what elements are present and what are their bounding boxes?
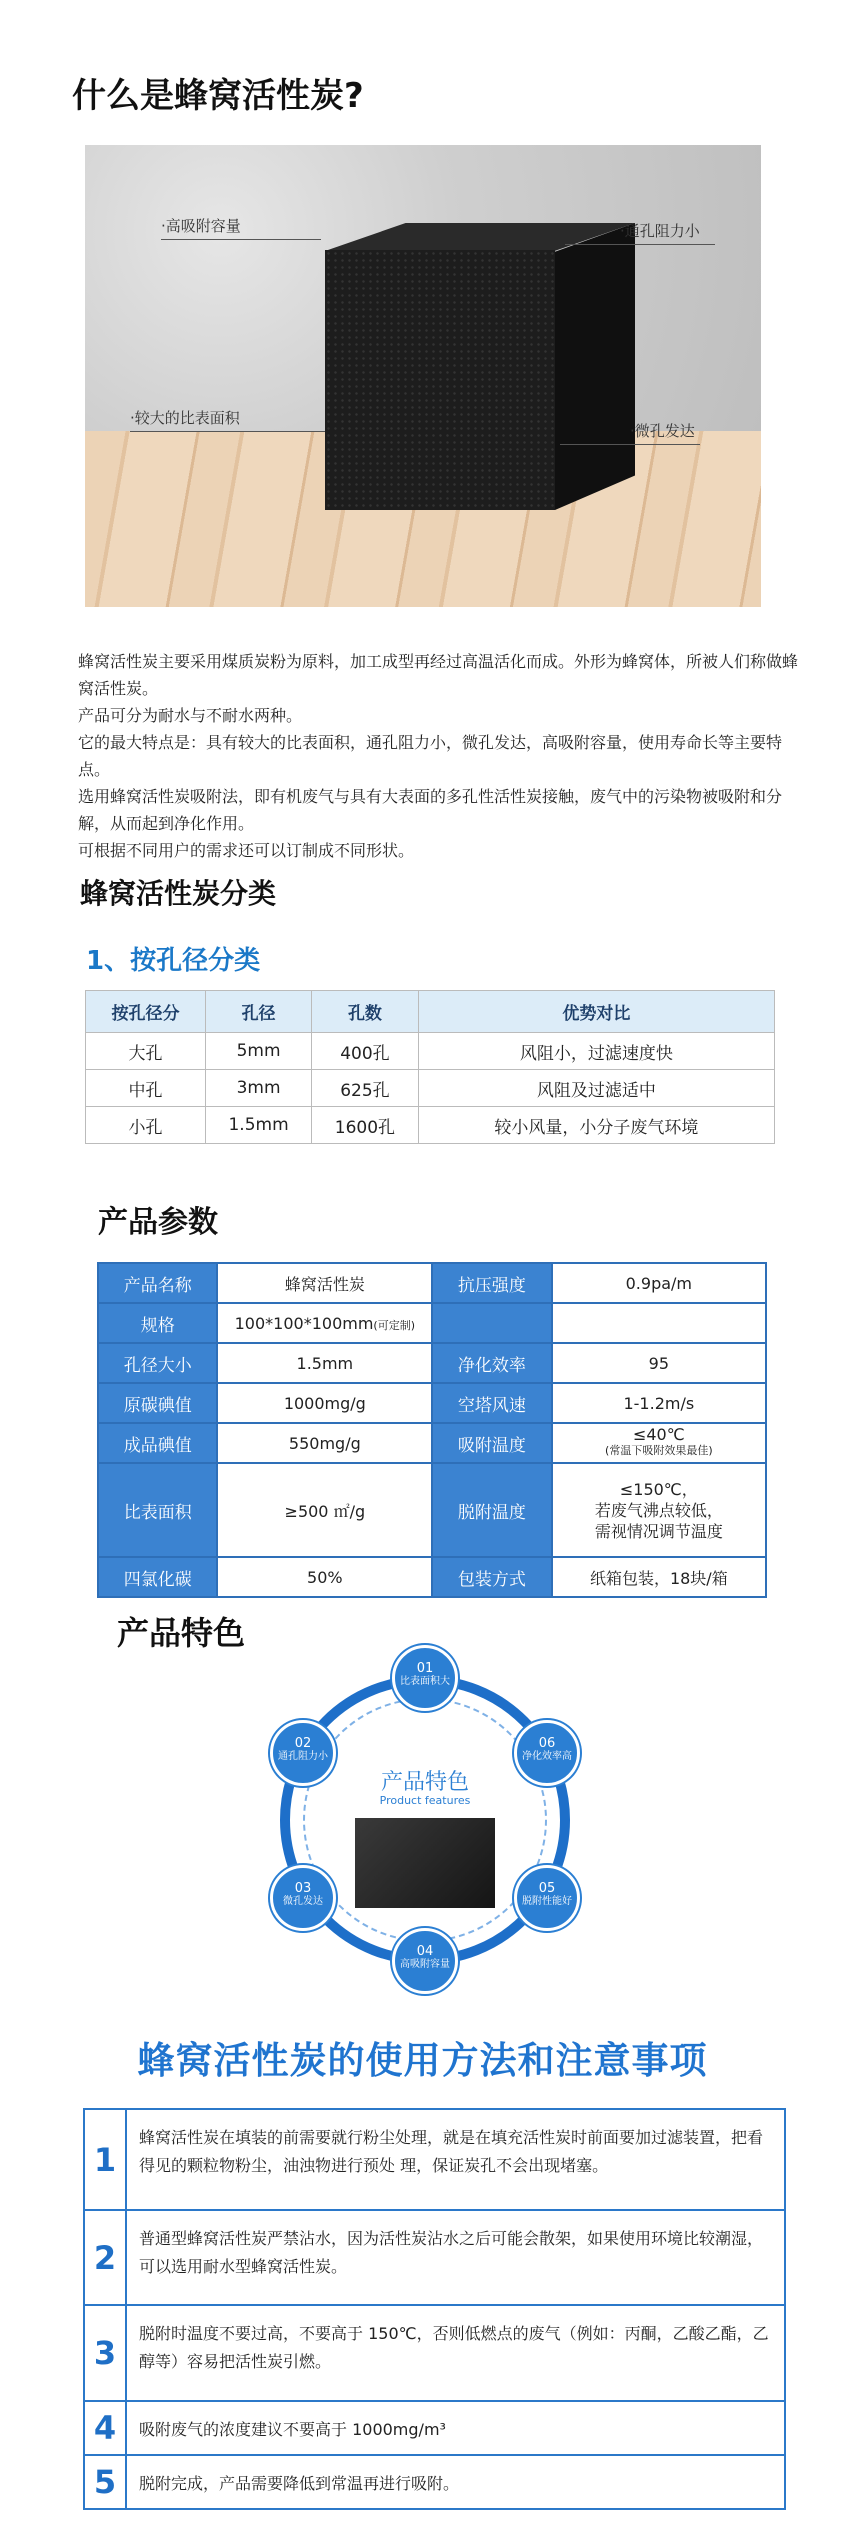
params-title: 产品参数 <box>98 1205 218 1240</box>
center-subtitle: Product features <box>379 1794 471 1807</box>
param-value: 蜂窝活性炭 <box>217 1263 432 1303</box>
table-row <box>86 1033 775 1070</box>
note-item <box>83 2400 786 2456</box>
param-key: 空塔风速 <box>432 1383 551 1423</box>
note-text: 吸附废气的浓度建议不要高于 1000mg/m³ <box>139 2420 446 2439</box>
table-header: 孔径 <box>205 991 311 1033</box>
intro-paragraph: 可根据不同用户的需求还可以订制成不同形状。 <box>78 841 415 860</box>
table-header: 孔数 <box>312 991 418 1033</box>
label-large-surface: ·较大的比表面积 <box>130 409 240 427</box>
cube-front-face <box>325 250 555 510</box>
param-value: 0.9pa/m <box>552 1263 766 1303</box>
table-cell: 5mm <box>205 1033 311 1070</box>
param-value-note: (可定制) <box>373 1318 416 1332</box>
feature-node-06: 06 净化效率高 <box>514 1720 580 1786</box>
table-row <box>98 1557 766 1597</box>
product-hero-image <box>85 145 761 607</box>
param-value <box>552 1463 766 1557</box>
param-key: 净化效率 <box>432 1343 551 1383</box>
table-row <box>98 1343 766 1383</box>
note-text: 脱附完成，产品需要降低到常温再进行吸附。 <box>139 2474 460 2493</box>
param-value: 1-1.2m/s <box>552 1383 766 1423</box>
param-value <box>552 1303 766 1343</box>
param-value: 95 <box>552 1343 766 1383</box>
note-number: 2 <box>85 2211 127 2304</box>
table-header: 优势对比 <box>418 991 774 1033</box>
callout-line <box>560 444 700 445</box>
note-number: 5 <box>85 2456 127 2508</box>
table-cell: 小孔 <box>86 1107 206 1144</box>
note-text: 普通型蜂窝活性炭严禁沾水，因为活性炭沾水之后可能会散架，如果使用环境比较潮湿，可以选用耐水型蜂窝活性炭。 <box>139 2229 764 2276</box>
note-item <box>83 2209 786 2306</box>
param-key: 四氯化碳 <box>98 1557 217 1597</box>
usage-notes <box>83 2108 786 2508</box>
pore-size-table <box>85 990 775 1144</box>
table-row <box>86 1070 775 1107</box>
intro-paragraph: 产品可分为耐水与不耐水两种。 <box>78 706 303 725</box>
table-row <box>98 1423 766 1463</box>
note-number: 4 <box>85 2402 127 2454</box>
params-table <box>97 1262 767 1598</box>
intro-paragraph: 选用蜂窝活性炭吸附法，即有机废气与具有大表面的多孔性活性炭接触，废气中的污染物被吸附和分解，从而起到净化作用。 <box>78 787 783 833</box>
note-number: 3 <box>85 2306 127 2400</box>
param-key: 成品碘值 <box>98 1423 217 1463</box>
param-value <box>217 1303 432 1343</box>
table-cell: 大孔 <box>86 1033 206 1070</box>
intro-paragraph: 它的最大特点是：具有较大的比表面积，通孔阻力小，微孔发达，高吸附容量，使用寿命长等主要特点。 <box>78 733 783 779</box>
table-cell: 3mm <box>205 1070 311 1107</box>
param-key: 脱附温度 <box>432 1463 551 1557</box>
param-key: 包装方式 <box>432 1557 551 1597</box>
intro-paragraph: 蜂窝活性炭主要采用煤质炭粉为原料，加工成型再经过高温活化而成。外形为蜂窝体，所被人们称做蜂窝活性炭。 <box>78 652 799 698</box>
feature-node-03: 03 微孔发达 <box>270 1865 336 1931</box>
param-value-line: ≤150℃， <box>619 1479 698 1499</box>
note-number: 1 <box>85 2110 127 2209</box>
classify-subtitle: 1、按孔径分类 <box>86 946 261 976</box>
callout-line <box>130 431 325 432</box>
param-key: 规格 <box>98 1303 217 1343</box>
param-key: 产品名称 <box>98 1263 217 1303</box>
feature-node-04: 04 高吸附容量 <box>392 1928 458 1994</box>
features-diagram <box>275 1650 575 1990</box>
cube-side-face <box>555 223 635 510</box>
note-item <box>83 2454 786 2510</box>
intro-text <box>78 648 798 864</box>
param-value <box>552 1423 766 1463</box>
features-title: 产品特色 <box>117 1614 246 1652</box>
param-key: 抗压强度 <box>432 1263 551 1303</box>
table-row <box>98 1383 766 1423</box>
table-cell: 1.5mm <box>205 1107 311 1144</box>
callout-line <box>161 239 321 240</box>
param-value-line: 需视情况调节温度 <box>594 1521 723 1541</box>
note-item <box>83 2108 786 2211</box>
table-row <box>98 1303 766 1343</box>
param-key: 原碳碘值 <box>98 1383 217 1423</box>
param-value: 550mg/g <box>217 1423 432 1463</box>
table-cell: 625孔 <box>312 1070 418 1107</box>
label-high-adsorption: ·高吸附容量 <box>161 217 241 235</box>
param-value-line: 若废气沸点较低， <box>594 1500 723 1520</box>
usage-title: 蜂窝活性炭的使用方法和注意事项 <box>137 2039 708 2082</box>
param-value: ≥500 ㎡/g <box>217 1463 432 1557</box>
table-cell: 400孔 <box>312 1033 418 1070</box>
table-cell: 中孔 <box>86 1070 206 1107</box>
param-value: 纸箱包装，18块/箱 <box>552 1557 766 1597</box>
param-value: 50% <box>217 1557 432 1597</box>
param-value: 1000mg/g <box>217 1383 432 1423</box>
table-cell: 风阻及过滤适中 <box>418 1070 774 1107</box>
center-title: 产品特色 <box>380 1770 469 1795</box>
note-text: 蜂窝活性炭在填装的前需要就行粉尘处理，就是在填充活性炭时前面要加过滤装置，把看得见的颗粒物粉尘，油浊物进行预处 理，保证炭孔不会出现堵塞。 <box>139 2128 764 2175</box>
table-header-row <box>86 991 775 1033</box>
param-value-main: ≤40℃ <box>632 1425 685 1444</box>
table-header: 按孔径分 <box>86 991 206 1033</box>
table-row <box>98 1463 766 1557</box>
product-image <box>355 1818 495 1908</box>
table-cell: 较小风量，小分子废气环境 <box>418 1107 774 1144</box>
table-cell: 风阻小，过滤速度快 <box>418 1033 774 1070</box>
callout-line <box>565 244 715 245</box>
param-key <box>432 1303 551 1343</box>
param-key: 孔径大小 <box>98 1343 217 1383</box>
table-cell: 1600孔 <box>312 1107 418 1144</box>
param-key: 吸附温度 <box>432 1423 551 1463</box>
param-value: 1.5mm <box>217 1343 432 1383</box>
classify-title: 蜂窝活性炭分类 <box>80 877 277 910</box>
note-text: 脱附时温度不要过高，不要高于 150℃，否则低燃点的废气（例如：丙酮，乙酸乙酯，乙醇等）容易把活性炭引燃。 <box>139 2324 769 2371</box>
param-value-note: (常温下吸附效果最佳) <box>605 1444 713 1457</box>
feature-node-01: 01 比表面积大 <box>392 1645 458 1711</box>
note-item <box>83 2304 786 2402</box>
param-key: 比表面积 <box>98 1463 217 1557</box>
page-title: 什么是蜂窝活性炭? <box>72 76 364 116</box>
param-value-main: 100*100*100mm <box>234 1313 374 1333</box>
table-row <box>86 1107 775 1144</box>
feature-node-05: 05 脱附性能好 <box>514 1865 580 1931</box>
label-micropore: ·微孔发达 <box>630 422 695 440</box>
table-row <box>98 1263 766 1303</box>
feature-node-02: 02 通孔阻力小 <box>270 1720 336 1786</box>
label-low-resistance: ·通孔阻力小 <box>620 222 700 240</box>
